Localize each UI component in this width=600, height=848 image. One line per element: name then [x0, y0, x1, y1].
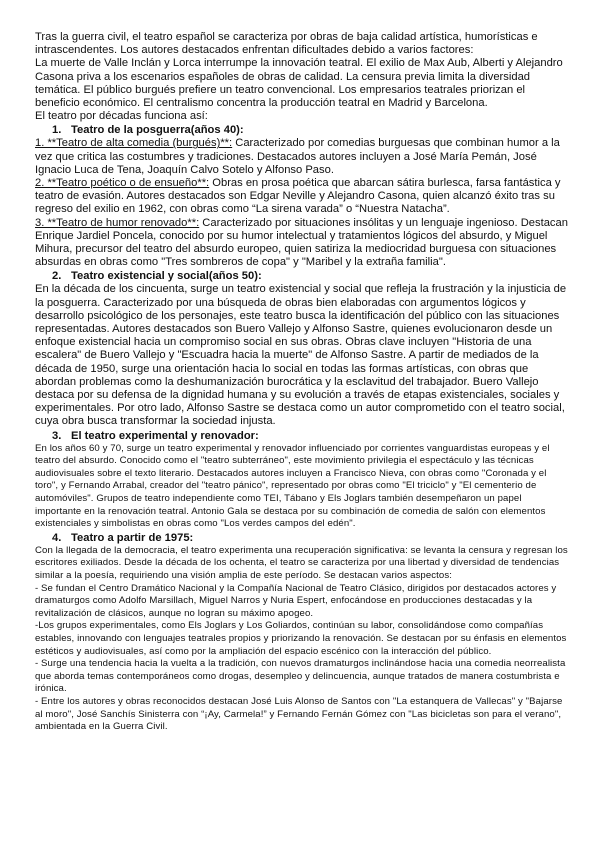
intro-paragraph-1: Tras la guerra civil, el teatro español se caracteriza por obras de baja calidad artística, humorísticas e intrascendentes. Los autores destacados enfrentan dificultades debido a varios factores: — [35, 31, 538, 57]
section-4-bullet: - Entre los autores y obras reconocidos destacan José Luis Alonso de Santos con "La estanquera de Vallecas" y "Bajarse al moro", José Sanchís Sinisterra con “¡Ay, Carmela!” y Fernando Fernán Gómez con "Las bicicletas son para el verano", ambientada en la Guerra Civil. — [35, 695, 563, 733]
section-1-item — [35, 217, 569, 270]
section-3-number: 3. — [52, 429, 62, 442]
section-4-number: 4. — [52, 531, 62, 544]
section-2-heading — [35, 269, 569, 283]
item-label: 3. **Teatro de humor renovado**: — [35, 216, 200, 229]
section-2-title: Teatro existencial y social(años 50): — [71, 270, 262, 283]
section-4-bullet: - Surge una tendencia hacia la vuelta a la tradición, con nuevos dramaturgos inclinándose hacia una comedia neorrealista que aborda temas contemporáneos como drogas, desempleo y delincuencia, aunque tratados de manera costumbrista e irónica. — [35, 658, 566, 695]
section-4-title: Teatro a partir de 1975: — [71, 531, 194, 544]
section-3-text: En los años 60 y 70, surge un teatro experimental y renovador influenciado por corrientes vanguardistas europeas y el teatro del absurdo. Conocido como el "teatro subterráneo", este movimiento privilegia el espectáculo y las técnicas audiovisuales sobre el texto literario. Destacados autores incluyen a Francisco Nieva, con obras como "Coronada y el toro", y Fernando Arrabal, creador del "teatro pánico", representado por obras como "El triciclo" y "El cementerio de automóviles". Grupos de teatro independiente como TEI, Tábano y Els Joglars también desempeñaron un papel importante en la renovación teatral. Antonio Gala se destaca por su combinación de comedia de salón con elementos existenciales y simbolistas en obras como "Los verdes campos del edén". — [35, 442, 550, 530]
item-text: Obras en prosa poética que abarcan sátira burlesca, farsa fantástica y teatro de evasión. Autores destacados son Edgar Neville y Alejandro Casona, quien alcanzó éxito tras su regreso del exilio en 1962, con obras como “La sirena varada” o “Nuestra Natacha”. — [35, 177, 561, 216]
section-1-heading — [35, 123, 569, 137]
section-4-intro: Con la llegada de la democracia, el teatro experimenta una recuperación significativa: se levanta la censura y regresan los escritores exiliados. Desde la década de los ochenta, el teatro se caracteriza por una libertad y diversidad de tendencias similar a la poesía, requiriendo una visión amplia de este período. Se destacan varios aspectos: — [35, 544, 568, 582]
section-4-heading — [35, 531, 569, 545]
section-3-heading — [35, 429, 569, 443]
section-2-text: En la década de los cincuenta, surge un teatro existencial y social que refleja la frustración y la injusticia de la posguerra. Caracterizado por una búsqueda de obras bien elaboradas con argumentos lógicos y desarrollo psicológico de los personajes, este teatro busca la identificación del público con las situaciones representadas. Autores destacados son Buero Vallejo y Alfonso Sastre, quienes evolucionaron desde un enfoque existencial hacia un compromiso social en sus obras. Obras clave incluyen "Historia de una escalera" de Buero Vallejo y "Escuadra hacia la muerte" de Alfonso Sastre. A partir de mediados de la década de 1950, surge una orientación hacia lo social en todas las formas artísticas, con obras que abordan problemas como la deshumanización burocrática y la esclavitud del trabajador. Buero Vallejo destaca por su defensa de la dignidad humana y su evolución a través de etapas existenciales, sociales y experimentales. Por otro lado, Alfonso Sastre se destaca como un autor comprometido con el teatro social, cuya obra busca transformar la sociedad injusta. — [35, 283, 567, 428]
section-1-item — [35, 177, 569, 217]
section-3-title: El teatro experimental y renovador: — [71, 429, 259, 442]
item-text: Caracterizado por situaciones insólitas y un lenguaje ingenioso. Destacan Enrique Jardiel Poncela, conocido por su humor intelectual y tratamientos lógicos del absurdo, y Miguel Mihura, precursor del teatro del absurdo europeo, quien satiriza la mediocridad burguesa con situaciones absurdas en obras como "Tres sombreros de copa" y "Maribel y la extraña familia". — [35, 216, 568, 269]
intro-paragraph-2: La muerte de Valle Inclán y Lorca interrumpe la innovación teatral. El exilio de Max Aub, Alberti y Alejandro Casona priva a los escenarios españoles de obras de calidad. La censura previa limita la diversidad temática. El público burgués prefiere un teatro convencional. Los empresarios teatrales priorizan el beneficio económico. El centralismo concentra la producción teatral en Madrid y Barcelona. — [35, 57, 563, 110]
item-text: Caracterizado por comedias burguesas que combinan humor a la vez que critica las costumbres y tradiciones. Destacados autores incluyen a José María Pemán, José Ignacio Luca de Tena, Joaquín Calvo Sotelo y Alfonso Paso. — [35, 137, 560, 176]
section-4-bullet: -Los grupos experimentales, como Els Joglars y Los Goliardos, continúan su labor, consolidándose como compañías estables, innovando con lenguajes teatrales propios y priorizando la renovación. Se destacan por su énfasis en elementos estéticos y audiovisuales, así como por la ampliación del espacio escénico con la interacción del público. — [35, 620, 567, 657]
section-1-item — [35, 137, 569, 177]
item-label: 1. **Teatro de alta comedia (burgués)**: — [35, 137, 233, 150]
section-4-bullet: - Se fundan el Centro Dramático Nacional y la Compañía Nacional de Teatro Clásico, dirigidos por destacados actores y dramaturgos como Adolfo Marsillach, Miguel Narros y Nuria Espert, enfocándose en producciones destacadas y la revitalización de clásicos, aunque no logran su máximo apogeo. — [35, 582, 557, 619]
section-1-title: Teatro de la posguerra(años 40): — [71, 124, 244, 137]
section-1-number: 1. — [52, 124, 62, 137]
item-label: 2. **Teatro poético o de ensueño**: — [35, 177, 210, 190]
intro-paragraph-3: El teatro por décadas funciona así: — [35, 110, 208, 123]
section-2-number: 2. — [52, 270, 62, 283]
